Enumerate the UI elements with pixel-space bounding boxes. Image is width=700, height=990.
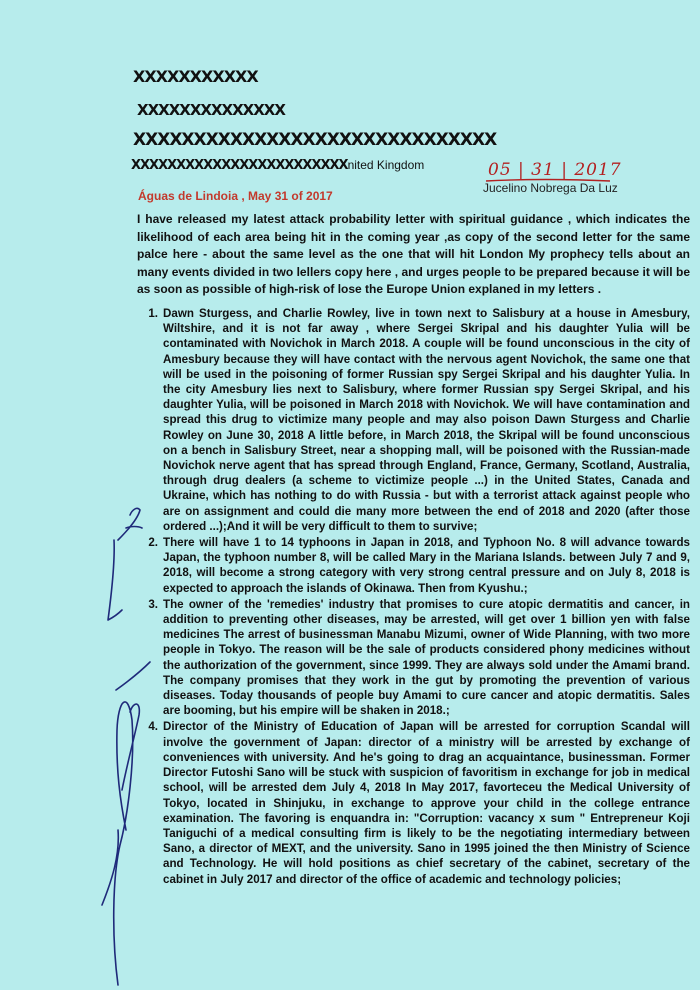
list-item-number: 1. xyxy=(148,307,158,320)
list-item-text: Dawn Sturgess, and Charlie Rowley, live in town next to Salisbury at a house in Amesbury, Wiltshire, and it is not far away , where Sergei Skripal and his daughter Yulia will be contaminated with Novichok in March 2018. A couple will be found unconscious in the city of Amesbury because they will have contact with the nervous agent Novichok, the same one that will be used in the poisoning of former Russian spy Sergei Skripal and his daughter Yulia. In the city Amesbury lies next to Salisbury, where former Russian spy Sergei Skripal, and his daughter Yulia, will be poisoned in March 2018 with Novichok. We will have contamination and spread this drug to victimize many people and may also poison Dawn Sturgess and Charlie Rowley on June 30, 2018 A little before, in March 2018, the Skripal will be found unconscious on a bench in Salisbury Street, near a shopping mall, will be poisoned with the Russian-made Novichok nerve agent that has spread through England, France, Germany, Scotland, Australia, through drug dealers (a scheme to victimize people ...) in the United States, Canada and Ukraine, which has nothing to do with Russia - but with a terrorist attack against people who are on assignment and could die many more between the end of 2018 and 2020 (after those ordered ...);And it will be very difficult to them to survive; xyxy=(163,307,690,533)
list-item-text: The owner of the 'remedies' industry that promises to cure atopic dermatitis and cancer, in addition to preventing other diseases, may be arrested, will get over 1 billion yen with false medicines The arrest of businessman Manabu Mizumi, owner of Wide Planning, with two more people in Tokyo. The reason will be the sale of products considered phony medicines without the authorization of the government, since 1999. They are always sold under the Amami brand. The company promises that they work in the gut by promoting the prevention of various diseases. Today thousands of people buy Amami to cure cancer and atopic dermatitis. Sales are booming, but his empire will be shaken in 2018.; xyxy=(163,597,690,718)
list-item-number: 4. xyxy=(148,720,158,734)
list-item-number: 2. xyxy=(148,536,158,550)
intro-paragraph: I have released my latest attack probability letter with spiritual guidance , which indicates the likelihood of each area being hit in the coming year ,as copy of the second letter for the same palce here - about the same level as the one that will hit London My prophecy tells about an many events divided in two lellers copy here , and urges people to be prepared because it will be as soon as possible of high-risk of lose the Europe Union explaned in my letters . xyxy=(137,212,690,296)
handwritten-date: 05 | 31 | 2017 xyxy=(488,160,622,180)
list-item-text: There will have 1 to 14 typhoons in Japan in 2018, and Typhoon No. 8 will advance towards Japan, the typhoon number 8, will be called Mary in the Mariana Islands. between July 7 and 9, 2018, will become a strong category with very strong central pressure and on July 8, 2018 is expected to approach the islands of Okinawa. Then from Kyushu.; xyxy=(163,536,690,595)
list-item-text: Director of the Ministry of Education of Japan will be arrested for corruption Scandal will involve the government of Japan: director of a ministry will be arrested by exchange of conveniences with university. And he's going to drag an acquaintance, businessman. Former Director Futoshi Sano will be stuck with suspicion of favoritism in exchange for job in medical school, will be arrested dem July 4, 2018 In May 2017, favorteceu the Medical University of Tokyo, located in Shinjuku, in exchange to approve your child in the college entrance examination. The favoring is enquandra in: "Corruption: vacancy x sum " Entrepreneur Koji Taniguchi of a medical consulting firm is likely to be the negotiating intermediary between Sano, a director of MEXT, and the university. Sano in 1995 joined the then Ministry of Science and Technology. He will hold positions as chief secretary of the cabinet, secretary of the cabinet in July 2017 and director of the office of academic and technology policies; xyxy=(163,720,690,886)
redacted-address-line-3: XXXXXXXXXXXXXXXXXXXXXXXXXXXXXX xyxy=(133,130,497,150)
redacted-address-line-2: XXXXXXXXXXXXXX xyxy=(137,101,285,119)
redacted-address-line-1: XXXXXXXXXXX xyxy=(133,67,258,86)
place-and-date: Águas de Lindoia , May 31 of 2017 xyxy=(138,189,333,203)
address-country-fragment: nited Kingdom xyxy=(347,158,425,172)
list-item-number: 3. xyxy=(148,597,158,611)
author-name: Jucelino Nobrega Da Luz xyxy=(483,181,618,195)
redacted-marks: XXXXXXXXXXXXXXXXXXXXXXXX xyxy=(131,158,348,173)
